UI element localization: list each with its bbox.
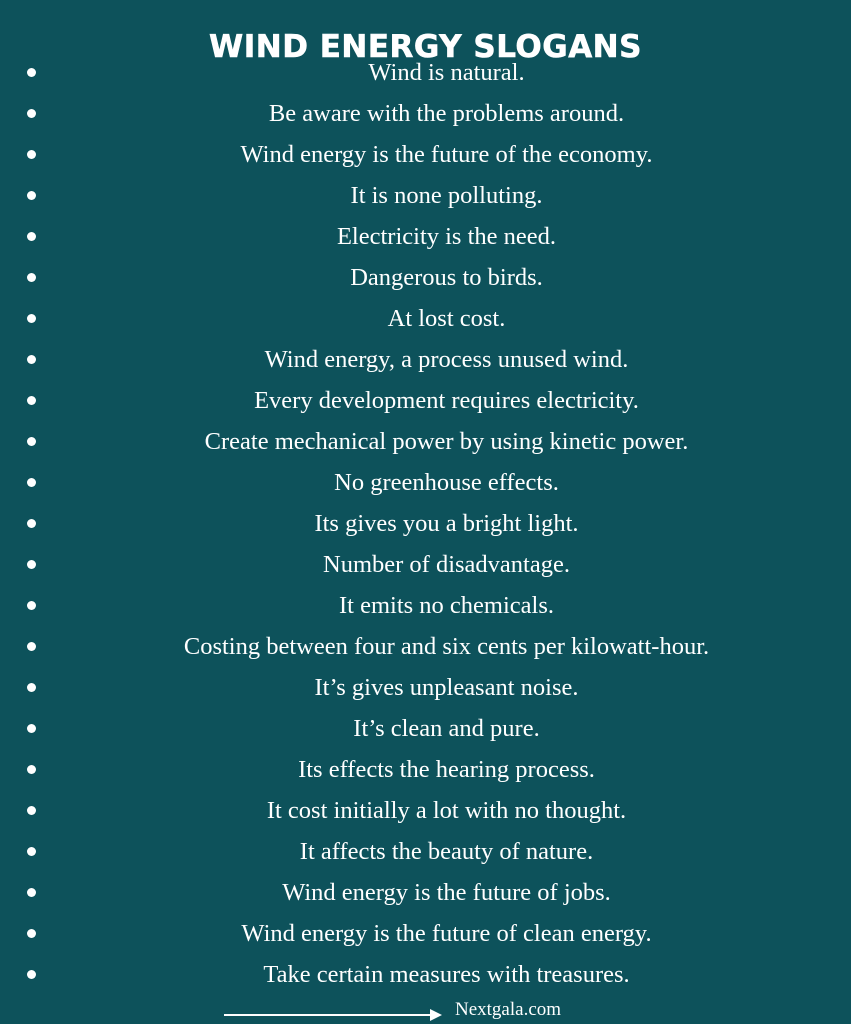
- slogan-text: Its gives you a bright light.: [314, 510, 579, 537]
- bullet-icon: [27, 806, 36, 815]
- bullet-icon: [27, 437, 36, 446]
- slogan-text: It’s clean and pure.: [353, 715, 540, 742]
- slogan-text: No greenhouse effects.: [334, 469, 559, 496]
- list-item: [0, 134, 851, 175]
- page-title: WIND ENERGY SLOGANS: [209, 28, 642, 65]
- slogan-text: Costing between four and six cents per kilowatt-hour.: [183, 633, 710, 660]
- slogan-text: It cost initially a lot with no thought.: [266, 797, 627, 824]
- bullet-icon: [27, 68, 36, 77]
- list-item: [0, 544, 851, 585]
- bullet-icon: [27, 560, 36, 569]
- bullet-icon: [27, 478, 36, 487]
- bullet-icon: [27, 970, 36, 979]
- list-item: [0, 257, 851, 298]
- list-item: [0, 298, 851, 339]
- list-item: [0, 872, 851, 913]
- bullet-icon: [27, 150, 36, 159]
- site-label: Nextgala.com: [455, 999, 562, 1020]
- slogan-text: Electricity is the need.: [336, 223, 557, 250]
- bullet-icon: [27, 191, 36, 200]
- slogan-text: Its effects the hearing process.: [298, 756, 595, 783]
- bullet-icon: [27, 396, 36, 405]
- bullet-icon: [27, 232, 36, 241]
- list-item: [0, 503, 851, 544]
- arrow-line: [224, 1014, 432, 1016]
- slogan-text: It affects the beauty of nature.: [299, 838, 594, 865]
- slogan-text: Wind is natural.: [368, 59, 525, 86]
- slogan-text: Number of disadvantage.: [323, 551, 570, 578]
- slogan-text: Be aware with the problems around.: [268, 100, 625, 127]
- bullet-icon: [27, 519, 36, 528]
- slogan-text: At lost cost.: [387, 305, 506, 332]
- list-item: [0, 339, 851, 380]
- slogan-text: Dangerous to birds.: [350, 264, 543, 291]
- bullet-icon: [27, 273, 36, 282]
- bullet-icon: [27, 601, 36, 610]
- slogan-text: It emits no chemicals.: [339, 592, 554, 619]
- bullet-icon: [27, 683, 36, 692]
- slogan-text: Wind energy, a process unused wind.: [264, 346, 629, 373]
- list-item: [0, 175, 851, 216]
- bullet-icon: [27, 847, 36, 856]
- list-item: [0, 790, 851, 831]
- slogan-text: Every development requires electricity.: [254, 387, 639, 414]
- list-item: [0, 462, 851, 503]
- list-item: [0, 52, 851, 93]
- list-item: [0, 708, 851, 749]
- slogan-text: It is none polluting.: [350, 182, 543, 209]
- bullet-icon: [27, 929, 36, 938]
- list-item: [0, 667, 851, 708]
- slogan-text: Wind energy is the future of the economy.: [240, 141, 653, 168]
- list-item: [0, 585, 851, 626]
- bullet-icon: [27, 724, 36, 733]
- list-item: [0, 954, 851, 995]
- bullet-icon: [27, 355, 36, 364]
- bullet-icon: [27, 314, 36, 323]
- arrow-head: [430, 1009, 442, 1021]
- arrow-right-icon: [224, 1006, 442, 1020]
- list-item: [0, 626, 851, 667]
- list-item: [0, 216, 851, 257]
- list-item: [0, 380, 851, 421]
- slogan-text: Wind energy is the future of jobs.: [282, 879, 611, 906]
- bullet-icon: [27, 109, 36, 118]
- list-item: [0, 831, 851, 872]
- slogan-text: Take certain measures with treasures.: [263, 961, 630, 988]
- slogan-text: It’s gives unpleasant noise.: [314, 674, 579, 701]
- bullet-icon: [27, 765, 36, 774]
- list-item: [0, 749, 851, 790]
- slogan-text: Wind energy is the future of clean energy.: [241, 920, 652, 947]
- list-item: [0, 93, 851, 134]
- bullet-icon: [27, 888, 36, 897]
- list-item: [0, 421, 851, 462]
- list-item: [0, 913, 851, 954]
- bullet-icon: [27, 642, 36, 651]
- slogan-text: Create mechanical power by using kinetic power.: [204, 428, 689, 455]
- slogan-list: [0, 52, 851, 995]
